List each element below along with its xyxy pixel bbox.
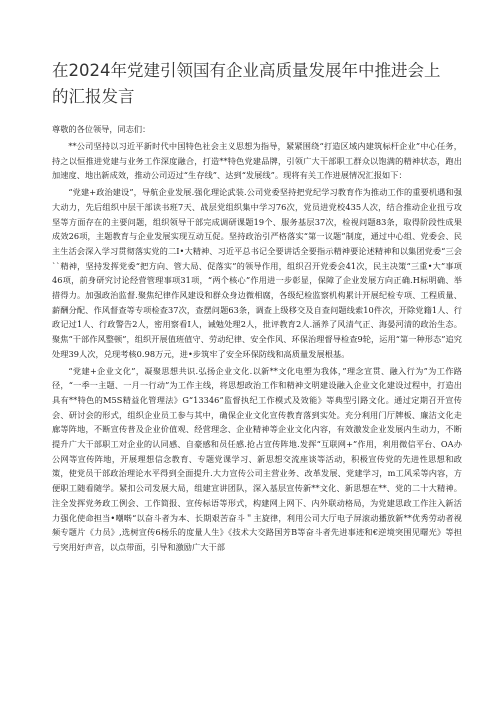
paragraph-intro: **公司坚持以习近平新时代中国特色社会主义思想为指导，紧紧围绕“打造区域内建筑标杆企业”中心任务，持之以恒推进党建与业务工作深度融合，打造**特色党建品牌，引领广大干部职工群众以饱满的精神状态，跑出加速度、地出新成效，推动公司迈过“生存线”、达到“发展线”。现将有关工作进展情况汇报如下： (52, 141, 462, 181)
document-title: 在2024年党建引领国有企业高质量发展年中推进会上的汇报发言 (52, 61, 441, 106)
paragraph-political-building: “党建+政治建设”，导航企业发展.强化理论武装.公司党委坚持把党纪学习教育作为推动工作的重要机遇和强大动力，先后组织中层干部读书班7天、战层党组织集中学习76次，党员进党校435人次，结合推动企业扭亏攻坚等方面存在的主要问题，组织领导干部完成调研课题19个、服务基层37次，检视问题83条，取得阶段性成果成效26项，主题教育与企业发展实现互动互促。坚持政治引严格落实“第一议题”制度，通过中心组、党委会、民主生活会深入学习贯彻落实党的二I•大精神、习近平总书记全要讲话全要指示精神要论述精神和以集团党委“三会``精神，坚持发挥党委“把方向、管大局、促落实”的领导作用，组织召开党委会41次，民主决策“三重•大”事项46项，前身研究讨论经营管理事项31项，“两个核心”作用进一步彰显，保障了企业发展方向正确.H标明确、举措得力。加强政治监督.聚焦纪律作风建设和群众身边微相腐，各级纪检监察机构累计开展纪检专项、工程质量、薪酬分配、作风督查等专项检查37次，查摆问题63条，调查上级移交及自查问题线索10件次，开除党籍1人、行政记过1人、行政警告2人，密用察看I人，诫勉处理2人，批评教育2人.涵养了风清气正、海晏河清的政治生态。聚焦“干部作风整顿”，组织开展值班值守、劳动纪律、安全作风、环保治理督导检查9轮，运用“第一种形态”追究处理39人次，兑现考核0.98万元，进•步筑牢了安全环保防线和高质量发展根基。 (52, 187, 462, 359)
paragraph-corporate-culture: “党建+企业文化”，凝聚思想共识.弘扬企业文化.以新**文化电塑为我体，”理念宣贯、融入行为”为工作路径，“一季一主题、一月一行动”为工作主线，将思想政治工作和精神文明建设融入企业文化建设过程中，打造出具有**特色的M5S精益化管理法》G“13346”监督执纪工作模式及效能》等典型引路文化。通过定期召开宣传会、研讨会的形式，组织企业员工参与其中，确保企业文化宣传教育落到实处。充分利用门厅牌板、廉洁文化走廊等阵地，不断宣传普及企业价值观、经营理念、企业精神等企业文化内容，有效激发企业发展内生动力，不断提升广大干部职工对企业的认同感、自豪感和员任感.抢占宣传阵地.发挥“互联网+”作用，利用微信平台、OA办公网等宣传阵地，开展理想信念教育、专题党课学习、新思想交流座谈等活动，积极宣传党的先进性思想和政策，使党员干部政治理论水平得到全面提升.大力宣传公司主营业务、改革发展、党建学习，m工风采等内容，方便职工随看随学。紧扣公司发展大局，组建宣讲团队，深入基层宣传新**文化、新思想在**、党的二十大精神。注全发挥党务政工例会、工作简报、宣传标语等形式，构建网上网下、内外联动格局，为党建思政工作注入新活力强化使命担当•嘲啭“以奋斗者为本、长期艰苦奋斗＂主旋律，利用公司大厅电子屏滚动播放新**优秀劳动者视频专题片《力员》,选树宣传6杨乐的度量人生》《技术大交路国芳B等奋斗者先进事迹和€逆境突围见曙光》等担亏突用好声音，以点带面，引导和激励广大干部 (52, 365, 462, 552)
salutation: 尊敬的各位领导，同志们： (52, 124, 151, 134)
